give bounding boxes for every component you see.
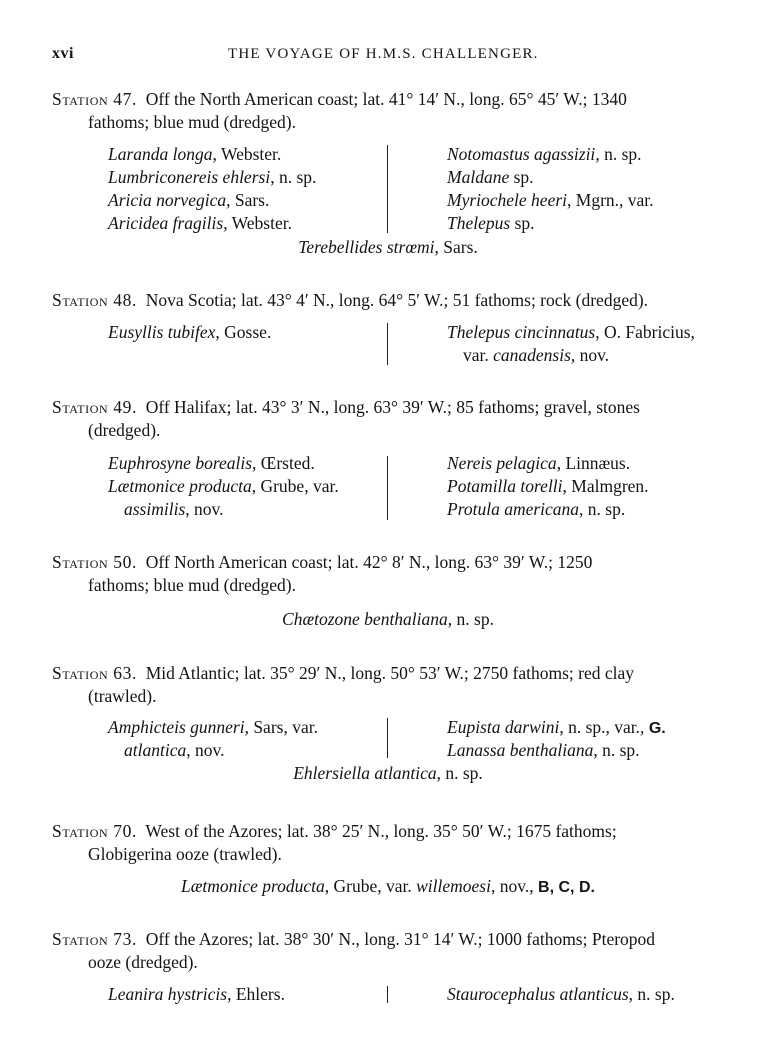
station-heading-line — [52, 662, 634, 684]
species-centered — [0, 608, 776, 631]
species-name: Leanira hystricis — [108, 984, 228, 1004]
station-heading-continued: Globigerina ooze (trawled). — [88, 844, 282, 864]
species-authority: , nov. — [570, 345, 610, 365]
station-label: Station 73. — [52, 929, 137, 949]
species-name: Eusyllis tubifex — [108, 322, 216, 342]
species-name: Eupista darwini — [447, 717, 560, 737]
species-authority: , n. sp., var., — [559, 717, 645, 737]
species-entry — [108, 166, 316, 189]
species-right-column — [447, 452, 649, 521]
species-authority: , Ehlers. — [227, 984, 285, 1004]
species-authority: , Linnæus. — [556, 453, 631, 473]
species-name: Euphrosyne borealis — [108, 453, 253, 473]
species-authority: , n. sp. — [436, 763, 483, 783]
species-entry — [108, 212, 316, 235]
station-heading-continued: ooze (dredged). — [88, 952, 198, 972]
species-name: Thelepus cincinnatus — [447, 322, 596, 342]
running-head — [0, 42, 776, 66]
species-name: Protula americana — [447, 499, 580, 519]
species-name: Amphicteis gunneri — [108, 717, 245, 737]
species-name: atlantica — [124, 740, 187, 760]
species-name: canadensis — [493, 345, 571, 365]
plate-reference: G. — [644, 720, 666, 737]
species-name: Staurocephalus atlanticus — [447, 984, 629, 1004]
station-label: Station 47. — [52, 89, 137, 109]
species-left-column — [108, 321, 271, 344]
species-centered — [0, 236, 776, 259]
species-name: Aricidea fragilis — [108, 213, 224, 233]
species-left-column — [108, 143, 316, 235]
species-authority: , Grube, var. — [324, 876, 417, 896]
species-entry — [447, 189, 654, 212]
species-authority: , n. sp. — [628, 984, 675, 1004]
page-folio: xvi — [52, 45, 74, 62]
species-name: Nereis pelagica — [447, 453, 557, 473]
species-entry — [108, 452, 339, 475]
variety-name: willemoesi — [416, 876, 491, 896]
species-authority: , nov. — [185, 499, 224, 519]
species-authority: , nov. — [186, 740, 225, 760]
species-centered — [0, 762, 776, 785]
species-authority: , n. sp. — [447, 609, 494, 629]
species-entry — [108, 143, 316, 166]
station-heading-line — [52, 396, 640, 418]
species-authority: , Gosse. — [215, 322, 272, 342]
species-name: assimilis — [124, 499, 186, 519]
species-authority: , Œrsted. — [252, 453, 315, 473]
station-heading-continued: fathoms; blue mud (dredged). — [88, 575, 297, 595]
station-locality: Off the North American coast; lat. 41° 14′ N., long. 65° 45′ W.; 1340 — [145, 89, 627, 109]
species-entry — [447, 143, 654, 166]
species-entry — [447, 321, 695, 344]
variety-authority: , nov., — [490, 876, 534, 896]
station-heading-line — [52, 551, 592, 573]
species-entry — [447, 452, 649, 475]
species-left-column — [108, 452, 339, 521]
species-authority: , n. sp. — [595, 144, 642, 164]
station-locality: Off Halifax; lat. 43° 3′ N., long. 63° 39′ W.; 85 fathoms; gravel, stones — [145, 397, 640, 417]
running-head-title: THE VOYAGE OF H.M.S. CHALLENGER. — [228, 46, 539, 62]
species-name: Thelepus — [447, 213, 511, 233]
species-entry — [447, 475, 649, 498]
species-entry — [447, 739, 666, 762]
plate-reference: B, C, D. — [533, 879, 595, 896]
species-right-column — [447, 716, 666, 762]
species-authority: , Malmgren. — [562, 476, 649, 496]
species-authority: , Sars, var. — [244, 717, 318, 737]
species-entry — [447, 344, 695, 367]
species-entry — [447, 166, 654, 189]
station-heading-line — [52, 289, 648, 311]
station-heading-continued: (dredged). — [88, 420, 161, 440]
species-right-column — [447, 143, 654, 235]
species-name: Maldane — [447, 167, 510, 187]
species-name: Lætmonice producta — [181, 876, 325, 896]
species-entry — [108, 189, 316, 212]
column-divider — [387, 145, 388, 233]
species-name: Notomastus agassizii — [447, 144, 596, 164]
station-locality: Nova Scotia; lat. 43° 4′ N., long. 64° 5′ W.; 51 fathoms; rock (dredged). — [145, 290, 649, 310]
species-right-column — [447, 983, 675, 1006]
station-heading-line — [52, 88, 627, 110]
station-locality: West of the Azores; lat. 38° 25′ N., long. 35° 50′ W.; 1675 fathoms; — [145, 821, 617, 841]
species-authority: , Sars. — [434, 237, 478, 257]
species-entry — [108, 498, 339, 521]
species-name: Ehlersiella atlantica — [293, 763, 437, 783]
station-label: Station 49. — [52, 397, 137, 417]
species-entry — [108, 321, 271, 344]
variety-prefix: var. — [463, 345, 494, 365]
species-entry — [447, 983, 675, 1006]
column-divider — [387, 986, 388, 1003]
station-label: Station 63. — [52, 663, 137, 683]
species-entry — [447, 498, 649, 521]
species-authority: sp. — [510, 213, 535, 233]
station-label: Station 70. — [52, 821, 137, 841]
station-heading-continued: fathoms; blue mud (dredged). — [88, 112, 297, 132]
species-right-column — [447, 321, 695, 367]
species-authority: , Grube, var. — [251, 476, 339, 496]
station-locality: Off the Azores; lat. 38° 30′ N., long. 31° 14′ W.; 1000 fathoms; Pteropod — [145, 929, 656, 949]
station-locality: Off North American coast; lat. 42° 8′ N., long. 63° 39′ W.; 1250 — [145, 552, 593, 572]
species-name: Aricia norvegica — [108, 190, 227, 210]
column-divider — [387, 718, 388, 758]
station-heading-line — [52, 820, 617, 842]
species-authority: , Mgrn., var. — [567, 190, 654, 210]
species-entry — [108, 475, 339, 498]
species-authority: sp. — [509, 167, 534, 187]
species-entry — [108, 739, 318, 762]
species-entry — [108, 983, 285, 1006]
species-name: Lætmonice producta — [108, 476, 252, 496]
species-entry — [447, 212, 654, 235]
species-authority: , O. Fabricius, — [595, 322, 695, 342]
species-authority: , Sars. — [226, 190, 270, 210]
column-divider — [387, 323, 388, 365]
station-heading-line — [52, 928, 655, 950]
species-name: Lanassa benthaliana — [447, 740, 594, 760]
species-authority: , n. sp. — [593, 740, 640, 760]
species-name: Myriochele heeri — [447, 190, 568, 210]
species-entry — [108, 716, 318, 739]
station-label: Station 50. — [52, 552, 137, 572]
species-left-column — [108, 983, 285, 1006]
species-authority: , n. sp. — [579, 499, 626, 519]
species-name: Terebellides strœmi — [298, 237, 435, 257]
species-name: Lumbriconereis ehlersi — [108, 167, 271, 187]
species-authority: , Webster. — [223, 213, 292, 233]
station-heading-continued: (trawled). — [88, 686, 157, 706]
species-authority: , n. sp. — [270, 167, 317, 187]
species-name: Laranda longa — [108, 144, 213, 164]
column-divider — [387, 456, 388, 520]
species-left-column — [108, 716, 318, 762]
species-centered — [0, 875, 776, 899]
species-name: Chætozone benthaliana — [282, 609, 448, 629]
species-entry — [447, 716, 666, 739]
station-locality: Mid Atlantic; lat. 35° 29′ N., long. 50° 53′ W.; 2750 fathoms; red clay — [145, 663, 634, 683]
species-name: Potamilla torelli — [447, 476, 563, 496]
species-authority: , Webster. — [212, 144, 282, 164]
station-label: Station 48. — [52, 290, 137, 310]
